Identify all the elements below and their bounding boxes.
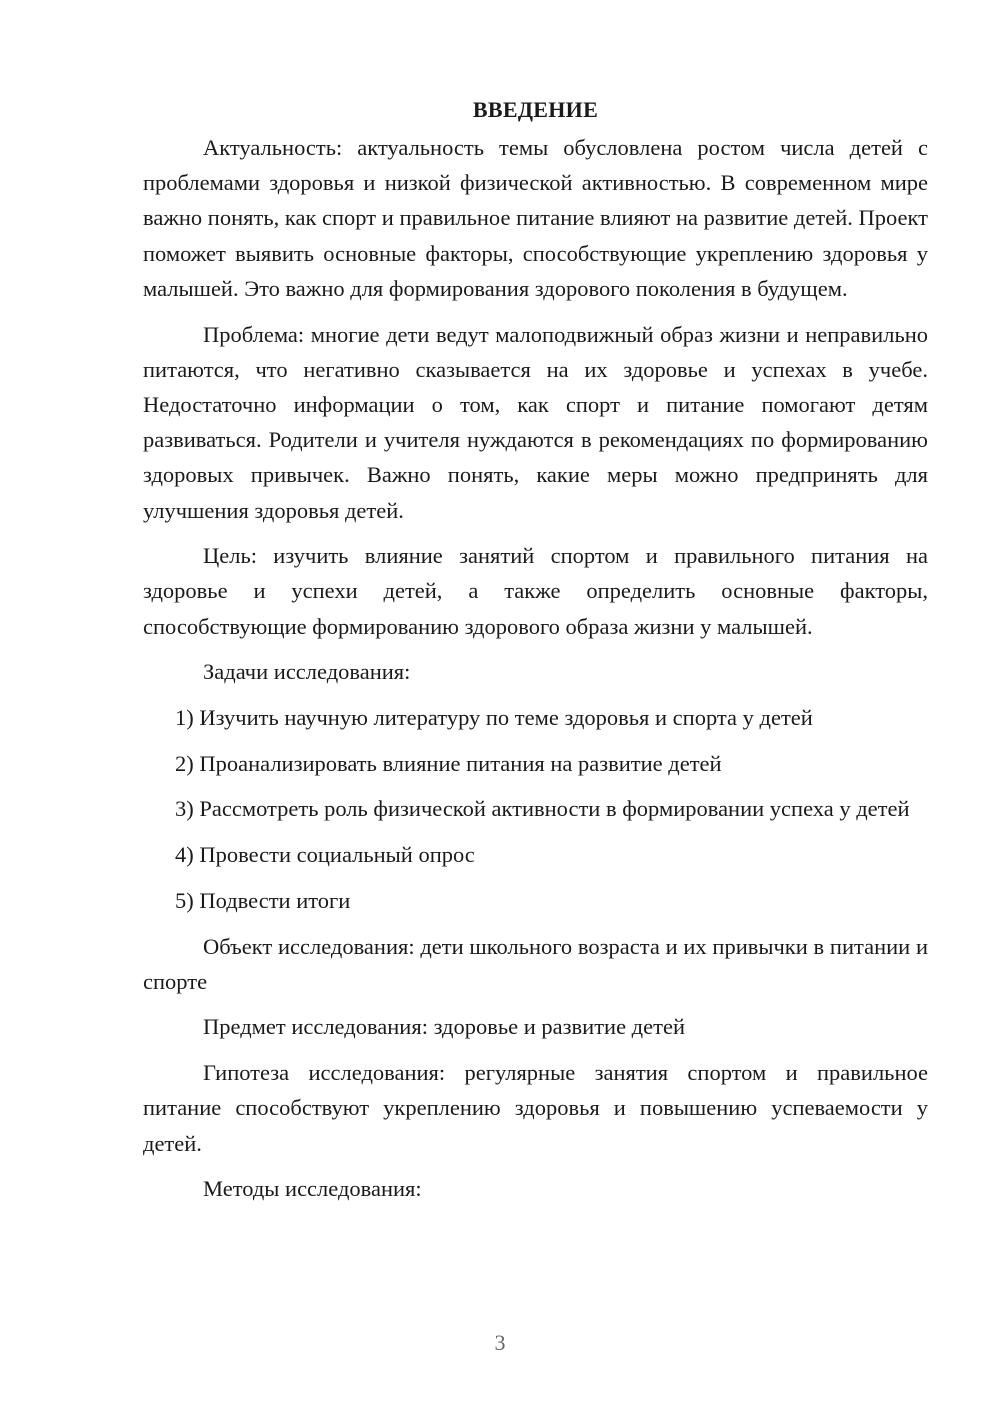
paragraph-relevance: Актуальность: актуальность темы обусловлена ростом числа детей с проблемами здоровья и низкой физической активностью. В современном мире важно понять, как спорт и правильное питание влияют на развитие детей. Проект поможет выявить основные факторы, способствующие укреплению здоровья у малышей. Это важно для формирования здорового поколения в будущем.	[143, 135, 928, 301]
task-item: 2) Проанализировать влияние питания на развитие детей	[175, 750, 722, 776]
paragraph-hypothesis: Гипотеза исследования: регулярные занятия спортом и правильное питание способствуют укреплению здоровья и повышению успеваемости у детей.	[143, 1060, 928, 1156]
task-item: 5) Подвести итоги	[175, 887, 351, 913]
paragraph-goal: Цель: изучить влияние занятий спортом и правильного питания на здоровье и успехи детей, а также определить основные факторы, способствующие формированию здорового образа жизни у малышей.	[143, 543, 928, 639]
document-page	[143, 90, 928, 1217]
page-number: 3	[494, 1330, 506, 1355]
paragraph-subject: Предмет исследования: здоровье и развитие детей	[203, 1014, 685, 1040]
task-item: 4) Провести социальный опрос	[175, 842, 475, 868]
paragraph-object: Объект исследования: дети школьного возраста и их привычки в питании и спорте	[143, 933, 928, 994]
task-item: 1) Изучить научную литературу по теме здоровья и спорта у детей	[175, 705, 813, 731]
task-item: 3) Рассмотреть роль физической активности в формировании успеха у детей	[175, 796, 910, 822]
paragraph-problem: Проблема: многие дети ведут малоподвижный образ жизни и неправильно питаются, что негативно сказывается на их здоровье и успехах в учебе. Недостаточно информации о том, как спорт и питание помогают детям развиваться. Родители и учителя нуждаются в рекомендациях по формированию здоровых привычек. Важно понять, какие меры можно предпринять для улучшения здоровья детей.	[143, 321, 928, 523]
page-title: ВВЕДЕНИЕ	[472, 97, 599, 122]
paragraph-tasks-heading: Задачи исследования:	[203, 659, 411, 685]
paragraph-methods-heading: Методы исследования:	[203, 1176, 422, 1202]
